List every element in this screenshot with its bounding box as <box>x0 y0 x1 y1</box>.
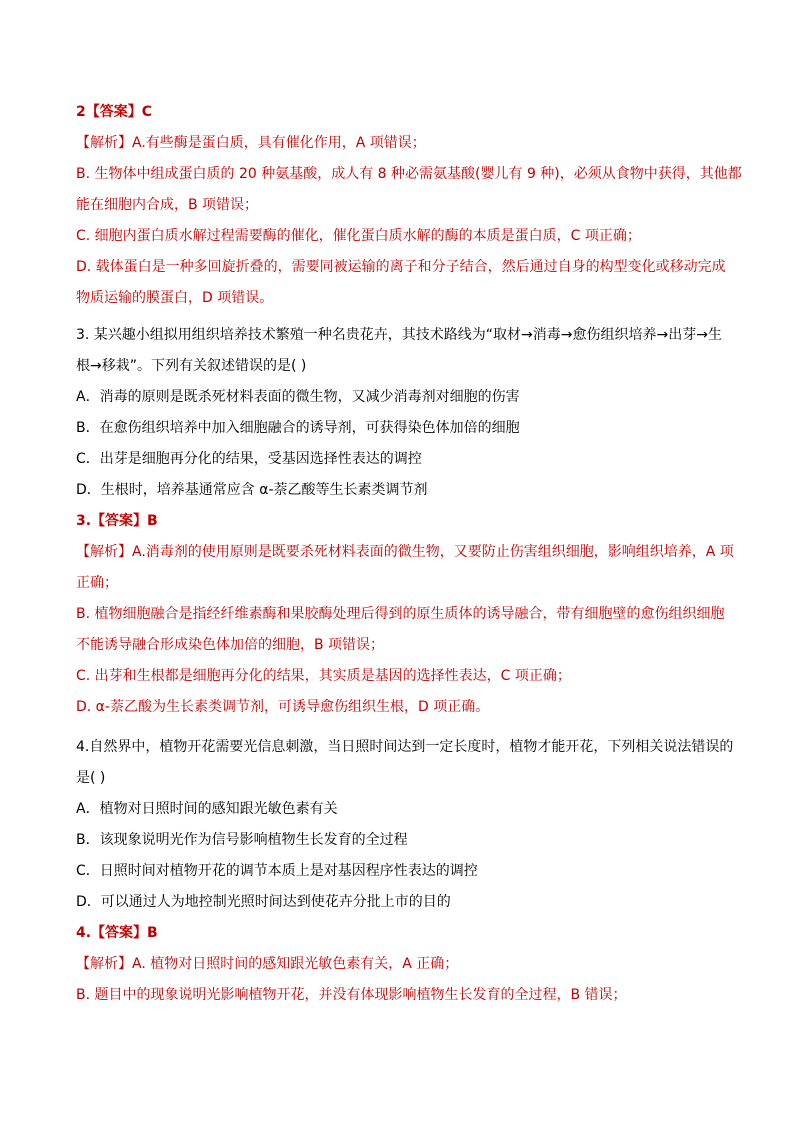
q3-analysis-line: 【解析】A.消毒剂的使用原则是既要杀死材料表面的微生物，又要防止伤害组织细胞，影响组织培养，A 项 <box>76 544 734 560</box>
q4-stem-line: 4.自然界中，植物开花需要光信息刺激，当日照时间达到一定长度时，植物才能开花，下列相关说法错误的 <box>76 739 734 755</box>
q3-analysis-line: D. α-萘乙酸为生长素类调节剂，可诱导愈伤组织生根，D 项正确。 <box>76 699 490 715</box>
q3-analysis-line: 正确； <box>76 575 118 591</box>
q3-stem-line: 根→移栽”。下列有关叙述错误的是( ) <box>76 358 307 374</box>
q4-answer: 4.【答案】B <box>76 925 158 941</box>
q3-stem-line: 3. 某兴趣小组拟用组织培养技术繁殖一种名贵花卉，其技术路线为“取材→消毒→愈伤组织培养→出芽→生 <box>76 327 722 343</box>
q2-analysis-line: 能在细胞内合成，B 项错误； <box>76 197 259 213</box>
q2-analysis-line: 【解析】A.有些酶是蛋白质，具有催化作用，A 项错误； <box>76 135 426 151</box>
q3-option-b: B．在愈伤组织培养中加入细胞融合的诱导剂，可获得染色体加倍的细胞 <box>76 420 520 436</box>
q2-answer: 2【答案】C <box>76 104 153 120</box>
q3-option-d: D．生根时，培养基通常应含 α-萘乙酸等生长素类调节剂 <box>76 482 428 498</box>
q4-option-d: D．可以通过人为地控制光照时间达到使花卉分批上市的目的 <box>76 894 451 910</box>
q3-block <box>76 320 734 723</box>
q4-analysis-line: 【解析】A. 植物对日照时间的感知跟光敏色素有关，A 正确； <box>76 956 459 972</box>
q3-analysis-line: B. 植物细胞融合是指经纤维素酶和果胶酶处理后得到的原生质体的诱导融合，带有细胞壁的愈伤组织细胞 <box>76 606 725 622</box>
q2-analysis-line: D. 载体蛋白是一种多回旋折叠的，需要同被运输的离子和分子结合，然后通过自身的构型变化或移动完成 <box>76 259 726 275</box>
q3-option-c: C．出芽是细胞再分化的结果，受基因选择性表达的调控 <box>76 451 422 467</box>
q2-analysis-line: B. 生物体中组成蛋白质的 20 种氨基酸，成人有 8 种必需氨基酸(婴儿有 9 种)，必须从食物中获得，其他都 <box>76 166 742 182</box>
q2-analysis-line: 物质运输的膜蛋白，D 项错误。 <box>76 290 274 306</box>
q3-analysis-line: 不能诱导融合形成染色体加倍的细胞，B 项错误； <box>76 637 385 653</box>
q4-analysis-line: B. 题目中的现象说明光影响植物开花，并没有体现影响植物生长发育的全过程，B 错误； <box>76 987 627 1003</box>
q4-option-c: C．日照时间对植物开花的调节本质上是对基因程序性表达的调控 <box>76 863 478 879</box>
q2-block <box>76 97 742 314</box>
q3-answer: 3.【答案】B <box>76 513 158 529</box>
q4-stem-line: 是( ) <box>76 770 106 786</box>
q4-option-b: B．该现象说明光作为信号影响植物生长发育的全过程 <box>76 832 408 848</box>
q3-option-a: A．消毒的原则是既杀死材料表面的微生物，又减少消毒剂对细胞的伤害 <box>76 389 520 405</box>
q4-option-a: A．植物对日照时间的感知跟光敏色素有关 <box>76 801 338 817</box>
q3-analysis-line: C. 出芽和生根都是细胞再分化的结果，其实质是基因的选择性表达，C 项正确； <box>76 668 571 684</box>
q4-block <box>76 732 734 1011</box>
q2-analysis-line: C. 细胞内蛋白质水解过程需要酶的催化，催化蛋白质水解的酶的本质是蛋白质，C 项正确； <box>76 228 641 244</box>
